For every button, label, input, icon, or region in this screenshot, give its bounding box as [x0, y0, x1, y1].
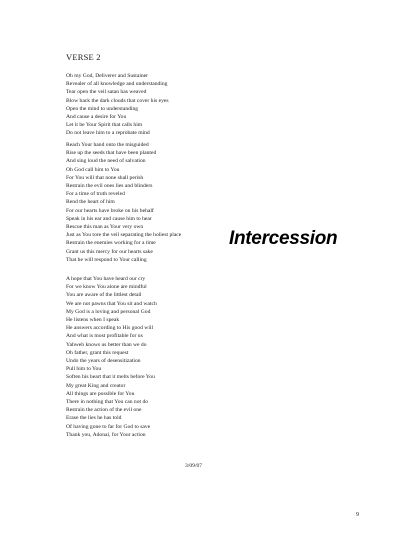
- date-stamp: 3/09/07: [185, 463, 203, 469]
- poem-line: We are not pawns that You sit and watch: [66, 300, 157, 307]
- poem-line: A hope that You have heard our cry: [66, 276, 146, 282]
- poem-line: For our hearts have broke on his behalf: [66, 207, 154, 214]
- poem-line: My great King and creator: [66, 382, 126, 389]
- poem-line: Restrain the evil ones lies and blinders: [66, 183, 153, 190]
- poem-line: He listens when I speak: [66, 317, 120, 324]
- poem-line: Tear open the veil satan has weaved: [66, 89, 147, 96]
- intercession-title: Intercession: [229, 228, 338, 249]
- poem-line: My God is a loving and personal God: [66, 308, 151, 315]
- poem-line: Yahweh knows us better than we do: [66, 341, 147, 348]
- poem-line: Thank you, Adonai, for Your action: [66, 431, 146, 438]
- poem-line: Rescue this man as Your very own: [66, 224, 144, 231]
- poem-line: Oh God call him to You: [66, 166, 120, 173]
- poem-line: Open the mind to understanding: [66, 105, 139, 112]
- poem-line: Blow back the dark clouds that cover his eyes: [66, 97, 169, 104]
- poem-line: Oh my God, Deliverer and Sustainer: [66, 73, 149, 79]
- page-number: 9: [356, 512, 359, 518]
- verse-heading: VERSE 2: [66, 52, 101, 62]
- poem-line: There in nothing that You can not do: [66, 399, 149, 406]
- poem-line: Pull him to You: [66, 366, 102, 373]
- poem-line: And what is most profitable for us: [66, 333, 143, 340]
- poem-line: Restrain the action of the evil one: [66, 407, 142, 414]
- poem-line: Rise up the seeds that have been planted: [66, 150, 157, 157]
- poem-line: And cause a desire for You: [66, 114, 127, 121]
- poem-line: Reach Your hand onto the misguided: [66, 142, 149, 148]
- poem-line: And sing loud the need of salvation: [66, 158, 146, 165]
- poem-line: Grant us this mercy for our hearts sake: [66, 248, 153, 255]
- poem-line: Do not leave him to a reprobate mind: [66, 130, 150, 137]
- poem-line: Just as You tore the veil separating the holiest place: [66, 232, 182, 239]
- poem-line: That he will respond to Your calling: [66, 256, 147, 263]
- poem-line: He answers according to His good will: [66, 325, 153, 332]
- poem-line: Restrain the enemies working for a time: [66, 240, 156, 247]
- poem-line: Undo the years of desensitization: [66, 358, 141, 365]
- poem-line: Of having gone to far for God to save: [66, 423, 151, 430]
- poem-line: Speak in his ear and cause him to hear: [66, 215, 152, 222]
- poem-line: For You will that none shall perish: [66, 174, 144, 181]
- stanza-3: [66, 275, 157, 439]
- poem-line: Erase the lies he has told: [66, 415, 122, 422]
- poem-line: You are aware of the littlest detail: [66, 292, 142, 299]
- poem-line: Let it be Your Spirit that calls him: [66, 122, 143, 129]
- poem-line: All things are possible for You: [66, 390, 135, 397]
- poem-line: For we know You alone are mindful: [66, 284, 147, 291]
- stanza-2: [66, 141, 181, 264]
- poem-line: Rend the heart of him: [66, 199, 115, 206]
- poem-line: For a time of truth reveled: [66, 191, 125, 198]
- stanza-1: [66, 72, 169, 138]
- poem-line: Revealer of all knowledge and understanding: [66, 81, 168, 88]
- poem-line: Oh father, grant this request: [66, 349, 129, 356]
- poem-line: Soften his heart that it melts before You: [66, 374, 155, 381]
